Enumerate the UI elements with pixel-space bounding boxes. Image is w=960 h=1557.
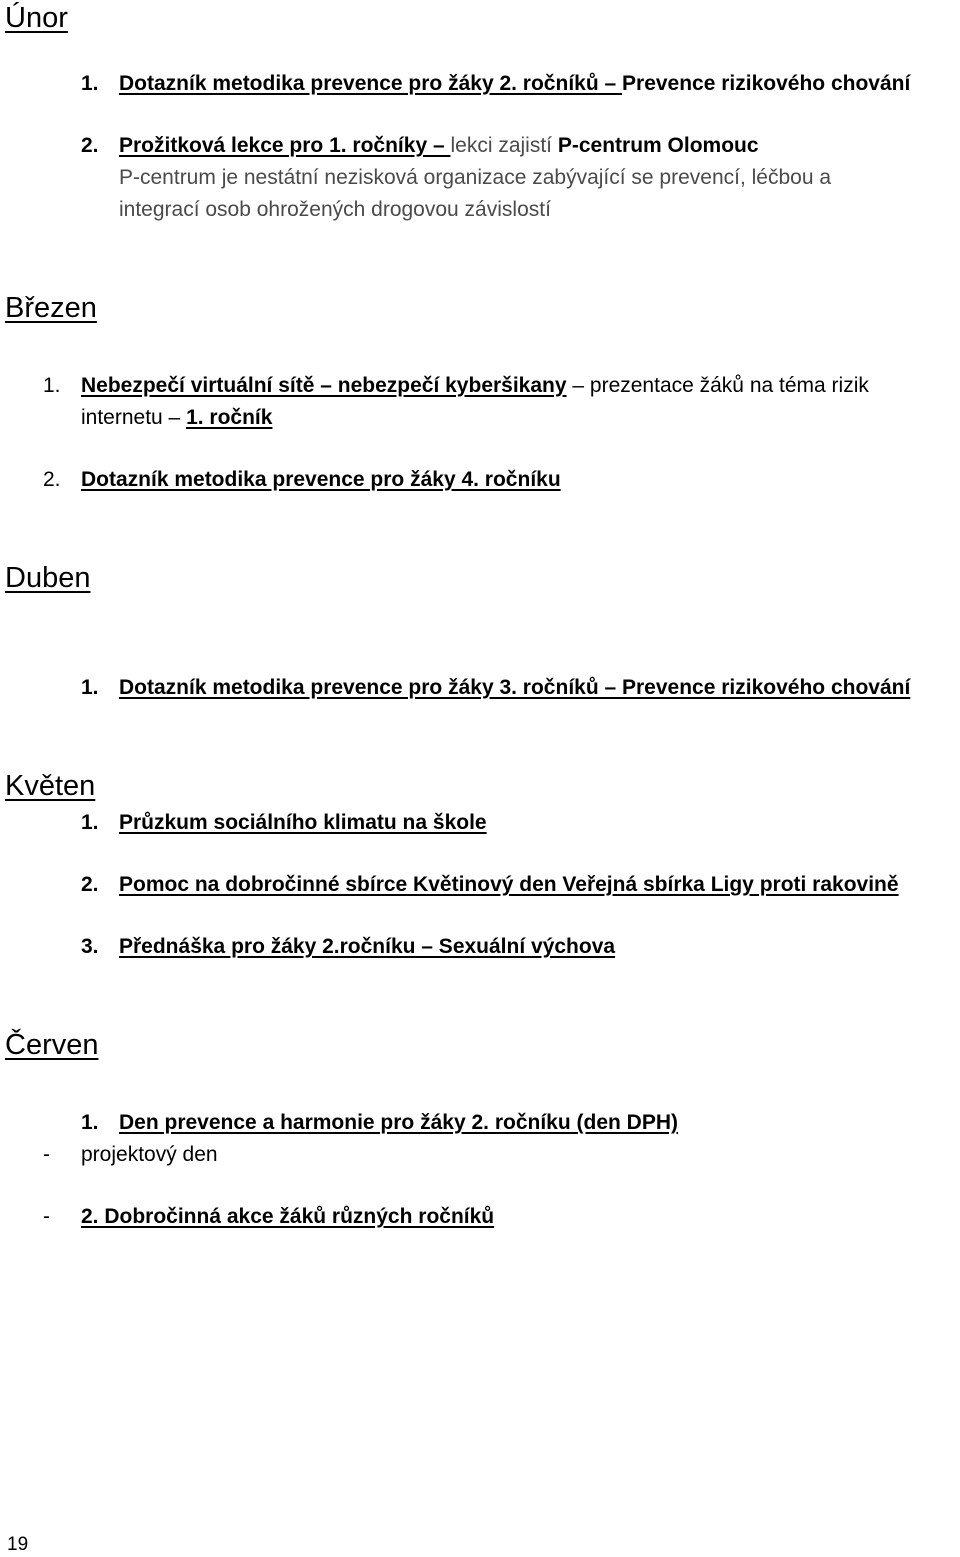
item-text: projektový den: [81, 1143, 218, 1166]
list-item: [81, 674, 910, 702]
item-title: Přednáška pro žáky 2.ročníku – Sexuální výchova: [119, 935, 616, 958]
item-description-line: integrací osob ohrožených drogovou závislostí: [119, 198, 551, 221]
item-text: – prezentace žáků na téma rizik: [566, 374, 869, 397]
item-title: Den prevence a harmonie pro žáky 2. ročníku (den DPH): [119, 1111, 678, 1134]
dash-bullet: -: [43, 1205, 50, 1228]
item-number: 1.: [81, 72, 99, 95]
item-title: Nebezpečí virtuální sítě – nebezpečí kyberšikany: [81, 374, 567, 397]
section-heading-kveten: Květen: [5, 770, 96, 802]
section-heading-brezen: Březen: [5, 292, 97, 324]
item-title: Dotazník metodika prevence pro žáky 2. ročníků –: [119, 72, 623, 95]
item-title: Dotazník metodika prevence pro žáky 3. ročníků – Prevence rizikového chování: [119, 676, 911, 699]
item-title: Prožitková lekce pro 1. ročníky –: [119, 134, 451, 157]
item-number: 1.: [43, 374, 61, 397]
item-number: 3.: [81, 935, 99, 958]
item-number: 2.: [81, 873, 99, 896]
section-heading-cerven: Červen: [5, 1029, 99, 1061]
item-number: 1.: [81, 811, 99, 834]
item-text: lekci zajistí: [450, 134, 558, 157]
item-organization: P-centrum Olomouc: [557, 134, 759, 157]
list-item: [43, 372, 869, 400]
item-subtitle: Prevence rizikového chování: [622, 72, 911, 95]
item-description-line: P-centrum je nestátní nezisková organizace zabývající se prevencí, léčbou a: [119, 166, 832, 189]
section-heading-duben: Duben: [5, 562, 91, 594]
list-item: [81, 871, 899, 899]
dash-bullet: -: [43, 1143, 50, 1166]
list-item: [81, 70, 910, 98]
item-number: 1.: [81, 676, 99, 699]
section-heading-unor: Únor: [5, 2, 68, 34]
item-text: internetu –: [81, 406, 187, 429]
page-number: 19: [7, 1534, 29, 1555]
item-continuation: [81, 404, 272, 432]
list-item: [81, 809, 487, 837]
item-number: 2.: [43, 468, 61, 491]
item-number: 1.: [81, 1111, 99, 1134]
item-title: Pomoc na dobročinné sbírce Květinový den Veřejná sbírka Ligy proti rakovině: [119, 873, 899, 896]
item-number: 2.: [81, 134, 99, 157]
item-grade: 1. ročník: [186, 406, 273, 429]
list-item: [43, 466, 561, 494]
list-item: [81, 132, 759, 160]
list-item: [81, 933, 615, 961]
item-title: Průzkum sociálního klimatu na škole: [119, 811, 487, 834]
dash-item: [43, 1141, 218, 1169]
list-item: [81, 1109, 678, 1137]
item-title: 2. Dobročinná akce žáků různých ročníků: [81, 1205, 495, 1228]
dash-item: [43, 1203, 494, 1231]
item-title: Dotazník metodika prevence pro žáky 4. ročníku: [81, 468, 561, 491]
